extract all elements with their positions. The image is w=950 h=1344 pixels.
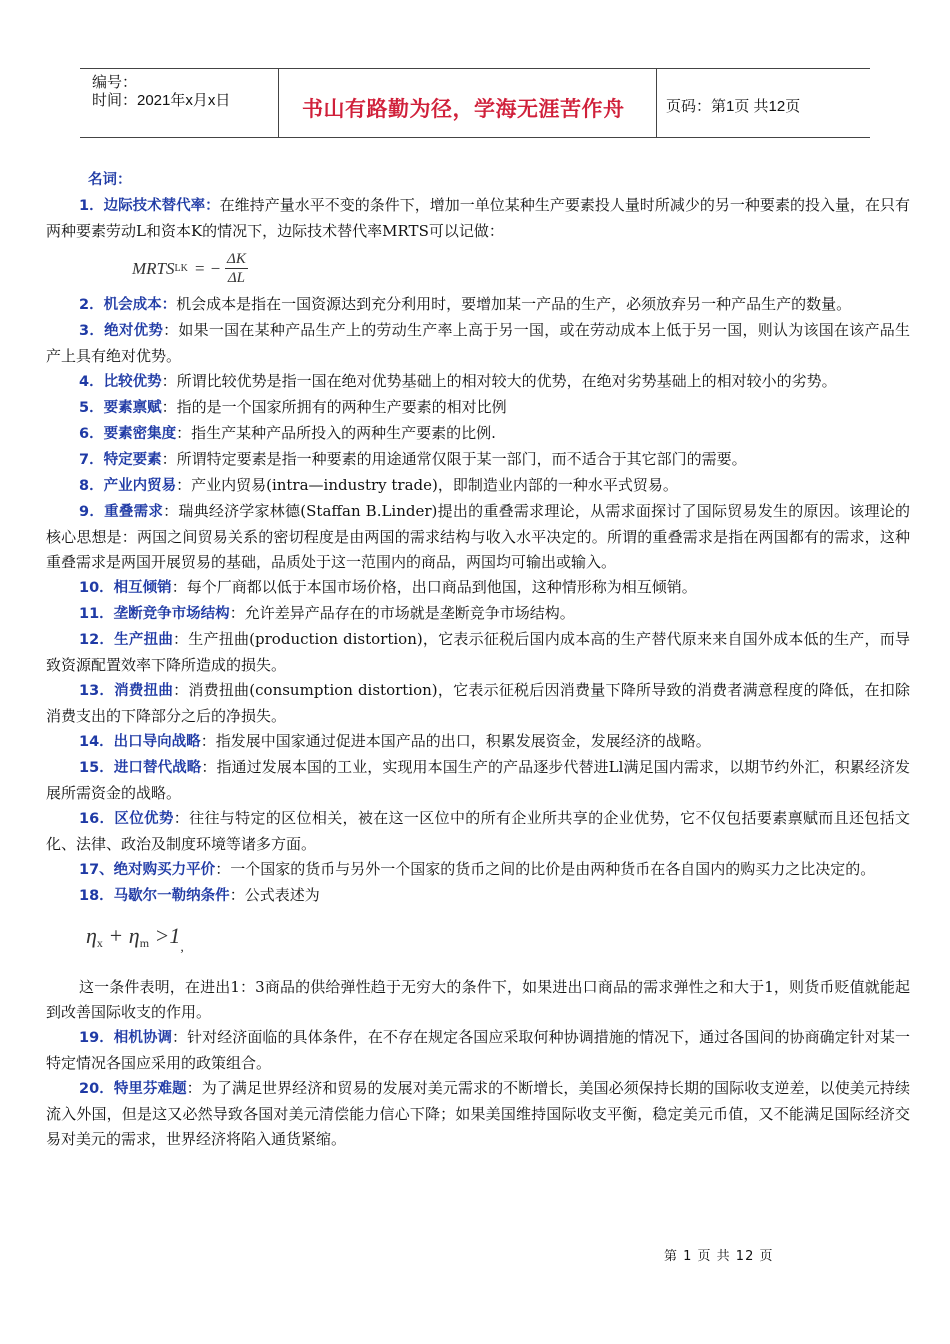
term-3 xyxy=(46,318,910,369)
term-label: 18．马歇尔一勒纳条件 xyxy=(79,888,230,904)
page-header xyxy=(80,68,870,138)
term-text: ：如果一国在某种产品生产上的劳动生产率上高于另一国，或在劳动成本上低于另一国，则认为该国在该产品生产上具有绝对优势。 xyxy=(46,321,910,365)
term-text: ：瑞典经济学家林德(Staffan B.Linder)提出的重叠需求理论，从需求面探讨了国际贸易发生的原因。该理论的核心思想是：两国之间贸易关系的密切程度是由两国的需求结构与收入水平决定的。所谓的重叠需求是指在两国都有的需求，这种重叠需求是两国开展贸易的基础，品质处于这一范围内的商品，两国均可输出或输入。 xyxy=(46,502,911,571)
term-text: ：指通过发展本国的工业，实现用本国生产的产品逐步代替进Ll满足国内需求，以期节约外汇，积累经济发展所需资金的战略。 xyxy=(46,758,910,802)
term-label: 6．要素密集度 xyxy=(79,426,177,442)
term-label: 15．进口替代战略 xyxy=(79,760,202,776)
term-20 xyxy=(46,1076,910,1152)
term-text: ：产业内贸易(intra—industry trade)，即制造业内部的一种水平式贸易。 xyxy=(176,476,678,494)
mrts-formula xyxy=(46,244,910,292)
term-text: ：公式表述为 xyxy=(229,886,320,904)
term-2 xyxy=(46,292,910,318)
term-8 xyxy=(46,473,910,499)
term-text: ：往往与特定的区位相关，被在这一区位中的所有企业所共享的企业优势，它不仅包括要素禀赋而且还包括文化、法律、政治及制度环境等诸多方面。 xyxy=(46,809,910,853)
term-18 xyxy=(46,883,910,909)
motto-text: 书山有路勤为径，学海无涯苦作舟 xyxy=(302,97,625,121)
term-label: 20．特里芬难题 xyxy=(79,1081,187,1097)
page-number-label: 页码：第1页 共12页 xyxy=(666,98,801,115)
eta-symbol-2: η xyxy=(128,923,140,948)
term-text: ：消费扭曲(consumption distortion)，它表示征税后因消费量下降所导致的消费者满意程度的降低，在扣除消费支出的下降部分之后的净损失。 xyxy=(46,681,910,725)
term-label: 16．区位优势 xyxy=(79,811,174,827)
formula-comma: , xyxy=(180,940,184,955)
term-12 xyxy=(46,627,910,678)
formula-subscript: LK xyxy=(174,263,188,274)
term-label: 7．特定要素 xyxy=(79,452,162,468)
inequality-rhs: >1 xyxy=(154,923,181,948)
document-body xyxy=(46,168,910,1152)
term-text: ：一个国家的货币与另外一个国家的货币之间的比价是由两种货币在各自国内的购买力之比决定的。 xyxy=(215,860,876,878)
header-page-cell xyxy=(656,69,870,137)
term-label: 12．生产扭曲 xyxy=(79,632,174,648)
term-label: 17、绝对购买力平价 xyxy=(79,862,216,878)
header-motto-cell xyxy=(278,69,657,137)
term-18-explanation xyxy=(46,975,910,1025)
page-footer: 第 1 页 共 12 页 xyxy=(664,1249,774,1264)
term-9 xyxy=(46,499,910,575)
term-text: ：为了满足世界经济和贸易的发展对美元需求的不断增长，美国必须保持长期的国际收支逆差，以使美元持续流入外国，但是这又必然导致各国对美元清偿能力信心下降；如果美国维持国际收支平衡，稳定美元币值，又不能满足国际经济交易对美元的需求，世界经济将陷入通货紧缩。 xyxy=(46,1079,910,1148)
term-text: ：指的是一个国家所拥有的两种生产要素的相对比例 xyxy=(161,398,507,416)
term-text: ：指发展中国家通过促进本国产品的出口，积累发展资金，发展经济的战略。 xyxy=(200,732,711,750)
term-label: 13．消费扭曲 xyxy=(79,683,174,699)
eta-symbol: η xyxy=(86,923,97,948)
term-4 xyxy=(46,369,910,395)
date-label: 时间：2021年x月x日 xyxy=(92,92,231,109)
term-label: 8．产业内贸易 xyxy=(79,478,177,494)
term-label: 4．比较优势 xyxy=(79,374,162,390)
term-label: 11．垄断竞争市场结构 xyxy=(79,606,230,622)
term-label: 9．重叠需求 xyxy=(79,504,164,520)
term-10 xyxy=(46,575,910,601)
term-13 xyxy=(46,678,910,729)
term-text: ：允许差异产品存在的市场就是垄断竞争市场结构。 xyxy=(229,604,575,622)
term-text: 机会成本是指在一国资源达到充分利用时，要增加某一产品的生产，必须放弃另一种产品生产的数量。 xyxy=(176,295,852,313)
term-16 xyxy=(46,806,910,857)
term-text: ：每个厂商都以低于本国市场价格，出口商品到他国，这种情形称为相互倾销。 xyxy=(171,578,697,596)
formula-fraction xyxy=(225,250,248,287)
term-label: 1．边际技术替代率： xyxy=(79,198,220,214)
plus-sign: + xyxy=(108,923,124,948)
term-text: ：指生产某种产品所投入的两种生产要素的比例. xyxy=(176,424,496,442)
term-label: 10．相互倾销 xyxy=(79,580,172,596)
term-label: 3．绝对优势 xyxy=(79,323,164,339)
formula-numerator: ΔK xyxy=(227,251,246,267)
term-14 xyxy=(46,729,910,755)
term-17 xyxy=(46,857,910,883)
formula-denominator: ΔL xyxy=(227,270,246,286)
term-text: 在维持产量水平不变的条件下，增加一单位某种生产要素投人量时所减少的另一种要素的投入量，在只有两种要素劳动L和资本K的情况下，边际技术替代率MRTS可以记做： xyxy=(46,196,910,240)
term-text: 这一条件表明，在进出1：3商品的供给弹性趋于无穷大的条件下，如果进出口商品的需求弹性之和大于1，则货币贬值就能起到改善国际收支的作用。 xyxy=(46,978,910,1021)
term-5 xyxy=(46,395,910,421)
section-heading: 名词： xyxy=(88,172,132,188)
term-text: ：所谓比较优势是指一国在绝对优势基础上的相对较大的优势，在绝对劣势基础上的相对较小的劣势。 xyxy=(161,372,837,390)
term-text: ：生产扭曲(production distortion)，它表示征税后国内成本高的生产替代原来来自国外成本低的生产，而导致资源配置效率下降所造成的损失。 xyxy=(46,630,910,674)
term-1 xyxy=(46,193,910,244)
term-15 xyxy=(46,755,910,806)
eta-subscript-m: m xyxy=(139,936,150,950)
term-label: 2．机会成本： xyxy=(79,297,177,313)
term-label: 14．出口导向战略 xyxy=(79,734,201,750)
term-text: ：针对经济面临的具体条件，在不存在规定各国应采取何种协调措施的情况下，通过各国间的协商确定针对某一特定情况各国应采用的政策组合。 xyxy=(46,1028,910,1072)
term-label: 5．要素禀赋 xyxy=(79,400,162,416)
marshall-lerner-formula xyxy=(46,909,910,975)
eta-subscript-x: x xyxy=(96,936,103,950)
term-19 xyxy=(46,1025,910,1076)
term-6 xyxy=(46,421,910,447)
term-text: ：所谓特定要素是指一种要素的用途通常仅限于某一部门，而不适合于其它部门的需要。 xyxy=(161,450,747,468)
term-11 xyxy=(46,601,910,627)
term-7 xyxy=(46,447,910,473)
serial-label: 编号： xyxy=(92,74,138,91)
header-left-cell xyxy=(80,69,279,137)
term-label: 19．相机协调 xyxy=(79,1030,173,1046)
formula-equals: = − xyxy=(193,259,222,278)
formula-lhs: MRTS xyxy=(132,259,175,278)
